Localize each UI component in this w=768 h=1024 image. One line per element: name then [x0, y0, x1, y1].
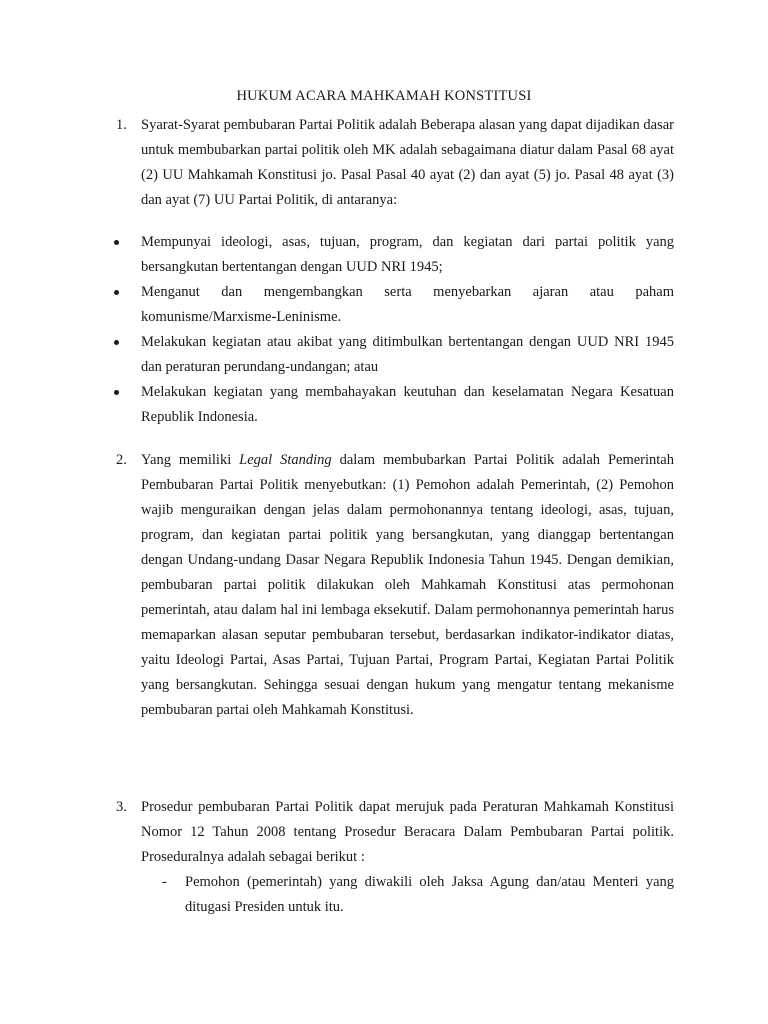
section-2-number: 2. — [116, 452, 127, 468]
section-1-bullet-4: Melakukan kegiatan yang membahayakan keutuhan dan keselamatan Negara Kesatuan Republik Indonesia. — [141, 384, 674, 425]
legal-standing-term: Legal Standing — [239, 452, 332, 468]
section-1-bullet-1: Mempunyai ideologi, asas, tujuan, program, dan kegiatan dari partai politik yang bersangkutan bertentangan dengan UUD NRI 1945; — [141, 234, 674, 275]
section-1-number: 1. — [116, 117, 127, 133]
section-3-sub-item-1: Pemohon (pemerintah) yang diwakili oleh Jaksa Agung dan/atau Menteri yang ditugasi Presiden untuk itu. — [185, 874, 674, 915]
dash-marker: - — [162, 874, 167, 890]
section-3-text: Prosedur pembubaran Partai Politik dapat merujuk pada Peraturan Mahkamah Konstitusi Nomor 12 Tahun 2008 tentang Prosedur Beracara Dalam Pembubaran Partai politik. Proseduralnya adalah sebagai berikut : — [141, 799, 674, 865]
section-1-bullet-3: Melakukan kegiatan atau akibat yang ditimbulkan bertentangan dengan UUD NRI 1945 dan peraturan perundang-undangan; atau — [141, 334, 674, 375]
section-1-bullet-2: Menganut dan mengembangkan serta menyebarkan ajaran atau paham komunisme/Marxisme-Leninisme. — [141, 284, 674, 325]
document-title: HUKUM ACARA MAHKAMAH KONSTITUSI — [236, 88, 532, 104]
section-2-text-before: Yang memiliki — [141, 452, 240, 468]
section-2-text-after: dalam membubarkan Partai Politik adalah Pemerintah Pembubaran Partai Politik menyebutkan: (1) Pemohon adalah Pemerintah, (2) Pemohon wajib menguraikan dengan jelas dalam permohonannya tentang ideologi, asas, tujuan, program, dan kegiatan partai politik yang bersangkutan, yang dianggap bertentangan dengan Undang-undang Dasar Negara Republik Indonesia Tahun 1945. Dengan demikian, pembubaran partai politik dilakukan oleh Mahkamah Konstitusi atas permohonan pemerintah, atau dalam hal ini lembaga eksekutif. Dalam permohonannya pemerintah harus memaparkan alasan seputar pembubaran tersebut, berdasarkan indikator-indikator diatas, yaitu Ideologi Partai, Asas Partai, Tujuan Partai, Program Partai, Kegiatan Partai Politik yang bersangkutan. Sehingga sesuai dengan hukum yang mengatur tentang mekanisme pembubaran partai oleh Mahkamah Konstitusi. — [141, 452, 674, 718]
section-2-text — [141, 448, 674, 723]
section-3-number: 3. — [116, 799, 127, 815]
section-1-text: Syarat-Syarat pembubaran Partai Politik adalah Beberapa alasan yang dapat dijadikan dasar untuk membubarkan partai politik oleh MK adalah sebagaimana diatur dalam Pasal 68 ayat (2) UU Mahkamah Konstitusi jo. Pasal Pasal 40 ayat (2) dan ayat (5) jo. Pasal 48 ayat (3) dan ayat (7) UU Partai Politik, di antaranya: — [141, 117, 674, 208]
